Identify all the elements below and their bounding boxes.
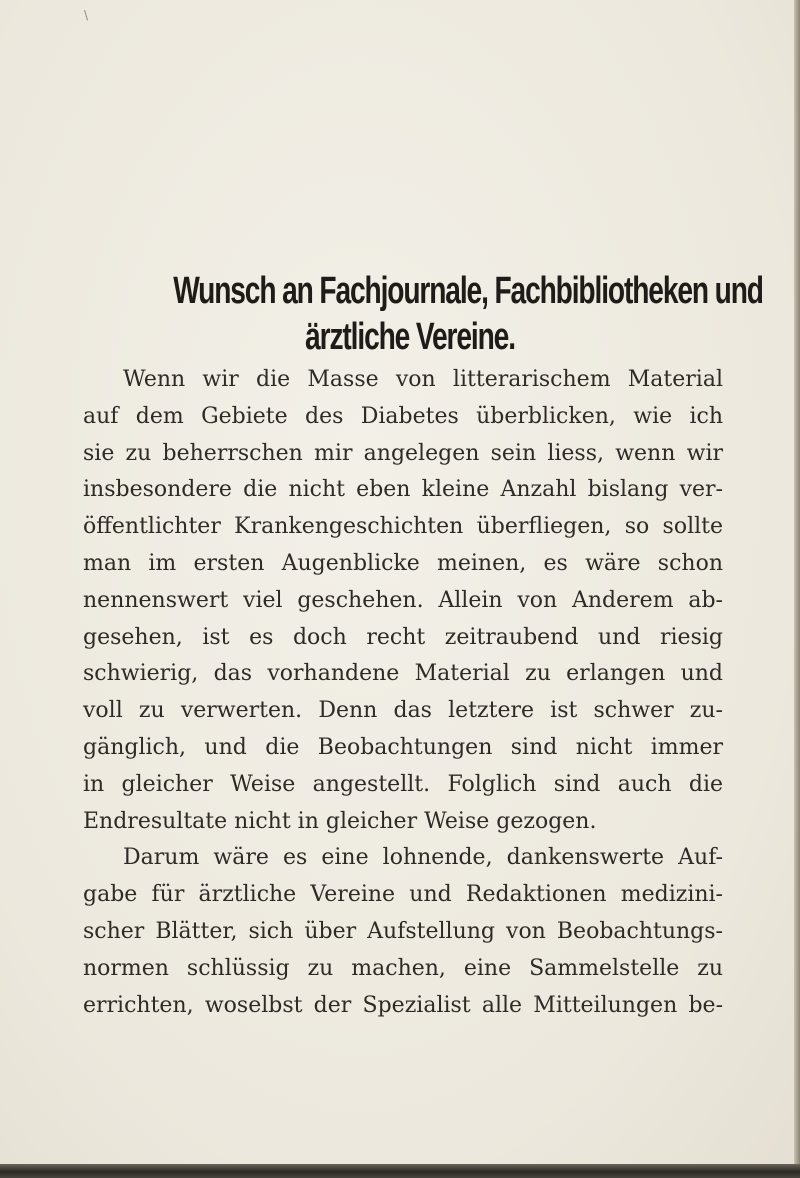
text-line: auf dem Gebiete des Diabetes überblicken, wie ich [83,403,723,429]
text-line: in gleicher Weise angestellt. Folglich sind auch die [83,771,723,797]
chapter-title [173,268,763,360]
text-line: Endresultate nicht in gleicher Weise gezogen. [83,808,597,834]
text-line: man im ersten Augenblicke meinen, es wäre schon [83,550,723,576]
text-line: öffentlichter Krankengeschichten überfliegen, so sollte [83,514,723,540]
title-line-2: ärztliche Vereine. [305,316,515,358]
text-line: Darum wäre es eine lohnende, dankenswerte Auf- [123,845,723,871]
text-line: Wenn wir die Masse von litterarischem Material [123,367,723,392]
title-line-1: Wunsch an Fachjournale, Fachbibliotheken und [173,270,763,312]
page-edge-bottom [0,1164,800,1178]
text-line: gänglich, und die Beobachtungen sind nicht immer [83,734,723,760]
text-line: normen schlüssig zu machen, eine Sammelstelle zu [83,955,723,981]
text-line: scher Blätter, sich über Aufstellung von Beobachtungs- [83,918,723,944]
text-line: schwierig, das vorhandene Material zu erlangen und [83,661,723,687]
text-line: errichten, woselbst der Spezialist alle Mitteilungen be- [83,992,723,1018]
corner-mark: \ [84,8,89,22]
text-line: gesehen, ist es doch recht zeitraubend und riesig [83,624,723,650]
text-line: insbesondere die nicht eben kleine Anzahl bislang ver- [83,477,723,503]
text-line: sie zu beherrschen mir angelegen sein liess, wenn wir [83,440,723,466]
text-line: voll zu verwerten. Denn das letztere ist schwer zu- [83,698,723,724]
page-edge-right [794,0,800,1178]
text-line: gabe für ärztliche Vereine und Redaktionen medizini- [83,882,723,908]
body-text [83,362,723,1024]
text-line: nennenswert viel geschehen. Allein von Anderem ab- [83,587,723,613]
